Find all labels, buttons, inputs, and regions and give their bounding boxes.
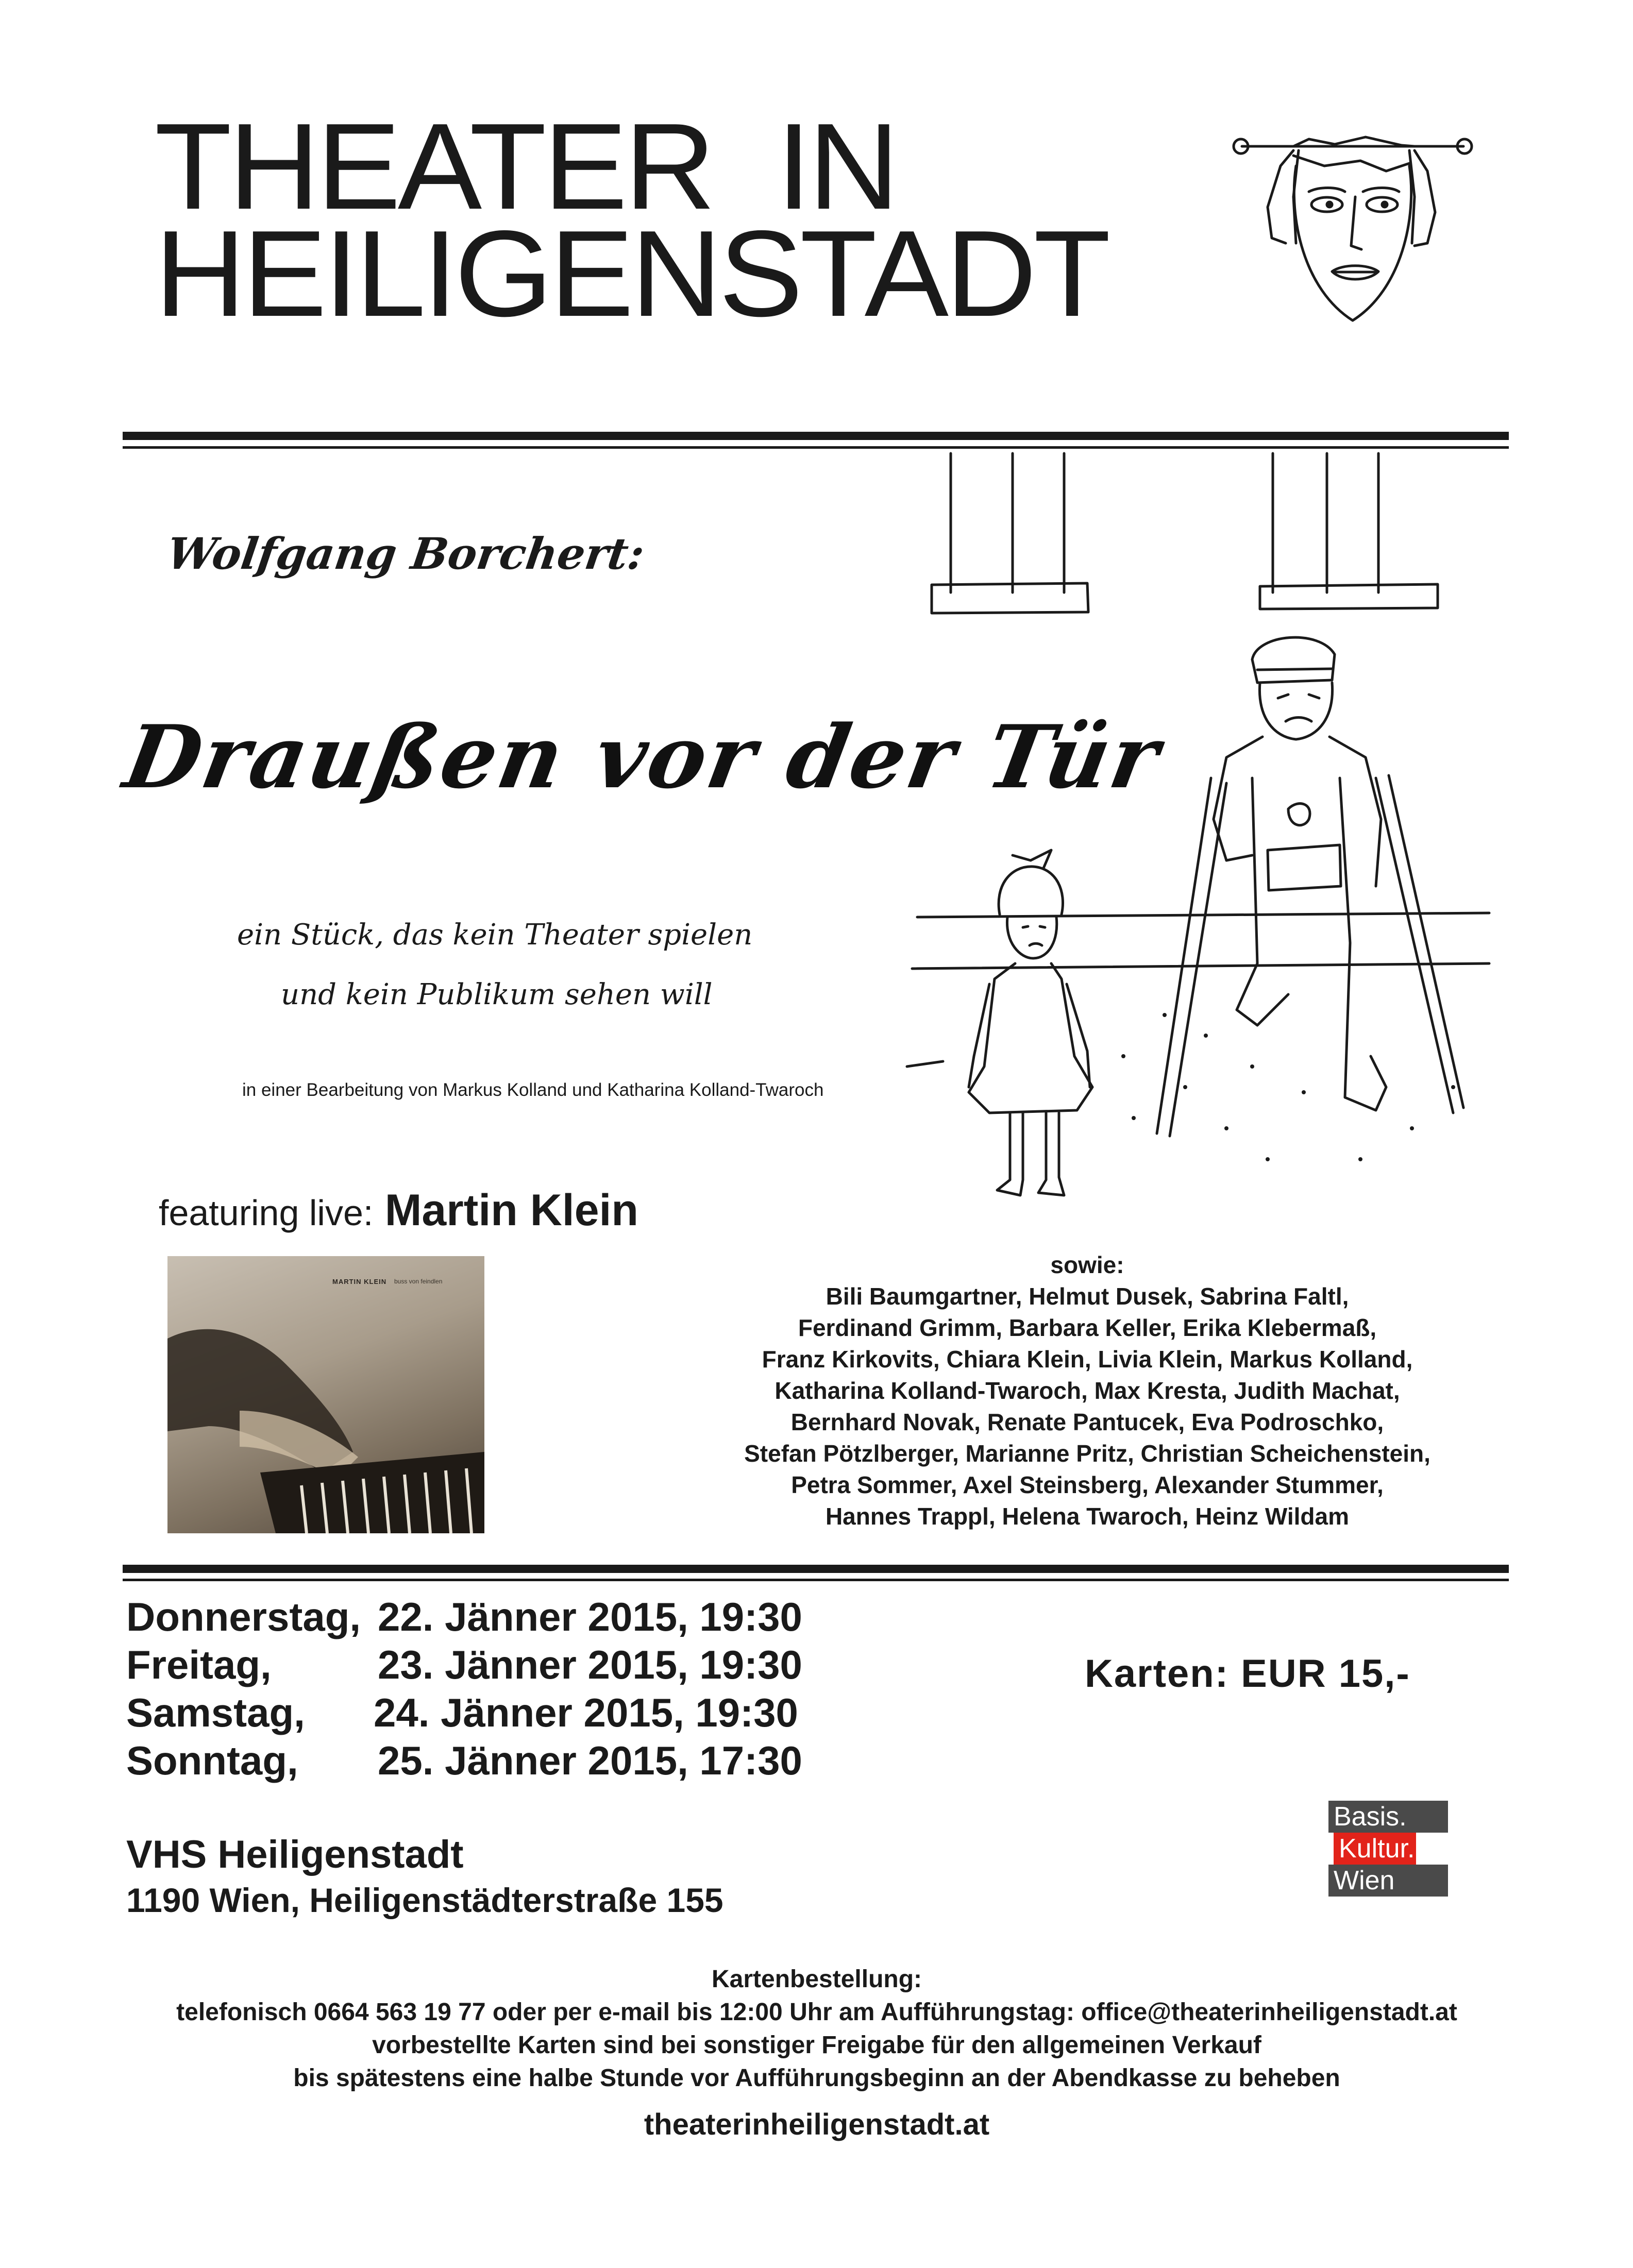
booking-info bbox=[82, 1963, 1551, 2095]
venue-name: VHS Heiligenstadt bbox=[126, 1833, 464, 1876]
divider-bottom-thick bbox=[123, 1565, 1509, 1573]
cast-line: Hannes Trappl, Helena Twaroch, Heinz Wildam bbox=[825, 1503, 1350, 1530]
theater-title-line2: HEILIGENSTADT bbox=[155, 206, 1108, 342]
author: Wolfgang Borchert: bbox=[164, 528, 648, 579]
album-cover-photo bbox=[167, 1256, 484, 1533]
booking-heading: Kartenbestellung: bbox=[711, 1966, 922, 1993]
pianist-photo-icon bbox=[167, 1256, 484, 1533]
cast-line: Katharina Kolland-Twaroch, Max Kresta, Judith Machat, bbox=[775, 1377, 1400, 1404]
theater-mask-icon bbox=[1232, 135, 1474, 341]
basis-kultur-wien-logo bbox=[1328, 1801, 1448, 1897]
featuring-label: featuring live: bbox=[159, 1193, 374, 1233]
ticket-price: Karten: EUR 15,- bbox=[1085, 1652, 1410, 1696]
illustration-soldier-and-girl bbox=[897, 448, 1505, 1226]
featuring-artist-name: Martin Klein bbox=[384, 1186, 638, 1235]
featuring-line bbox=[159, 1185, 638, 1236]
performance-date: 24. Jänner 2015, 19:30 bbox=[374, 1690, 798, 1735]
logo-line-kultur: Kultur. bbox=[1334, 1833, 1416, 1865]
cast-line: Bili Baumgartner, Helmut Dusek, Sabrina Faltl, bbox=[826, 1283, 1349, 1310]
performance-day: Freitag, bbox=[126, 1642, 272, 1687]
performance-day: Donnerstag, bbox=[126, 1594, 361, 1639]
performance-day: Samstag, bbox=[126, 1690, 305, 1735]
booking-line: vorbestellte Karten sind bei sonstiger Freigabe für den allgemeinen Verkauf bbox=[372, 2032, 1261, 2059]
website-link[interactable]: theaterinheiligenstadt.at bbox=[644, 2108, 990, 2141]
logo-line-basis: Basis. bbox=[1328, 1801, 1448, 1833]
cast-line: Stefan Pötzlberger, Marianne Pritz, Christian Scheichenstein, bbox=[744, 1440, 1430, 1467]
subtitle-line1: ein Stück, das kein Theater spielen bbox=[237, 918, 753, 952]
cast-line: Franz Kirkovits, Chiara Klein, Livia Klein, Markus Kolland, bbox=[762, 1346, 1413, 1373]
subtitle-line2: und kein Publikum sehen will bbox=[281, 978, 713, 1011]
cast-list bbox=[711, 1249, 1463, 1532]
cast-heading: sowie: bbox=[1050, 1251, 1124, 1278]
booking-line: telefonisch 0664 563 19 77 oder per e-mail bis 12:00 Uhr am Aufführungstag: office@theaterinheiligenstadt.at bbox=[176, 1999, 1457, 2026]
album-title-label: buss von feindlen bbox=[394, 1278, 443, 1285]
theater-title-line1: THEATER IN bbox=[155, 98, 897, 235]
theater-title bbox=[155, 98, 1108, 342]
venue-address: 1190 Wien, Heiligenstädterstraße 155 bbox=[126, 1881, 723, 1919]
performance-date: 23. Jänner 2015, 19:30 bbox=[378, 1642, 802, 1687]
logo-line-wien: Wien bbox=[1328, 1865, 1448, 1897]
cast-line: Ferdinand Grimm, Barbara Keller, Erika Klebermaß, bbox=[798, 1314, 1377, 1341]
booking-line: bis spätestens eine halbe Stunde vor Aufführungsbeginn an der Abendkasse zu beheben bbox=[293, 2064, 1340, 2092]
performance-day: Sonntag, bbox=[126, 1738, 298, 1783]
cast-line: Petra Sommer, Axel Steinsberg, Alexander Stummer, bbox=[791, 1471, 1384, 1498]
adaptation-credit: in einer Bearbeitung von Markus Kolland und Katharina Kolland-Twaroch bbox=[242, 1080, 824, 1100]
performance-date: 25. Jänner 2015, 17:30 bbox=[378, 1738, 802, 1783]
play-title: Draußen vor der Tür bbox=[117, 706, 1169, 808]
divider-bottom-thin bbox=[123, 1579, 1509, 1581]
divider-top-thick bbox=[123, 432, 1509, 440]
cast-line: Bernhard Novak, Renate Pantucek, Eva Podroschko, bbox=[790, 1409, 1384, 1435]
performance-date: 22. Jänner 2015, 19:30 bbox=[378, 1594, 802, 1639]
album-artist-label: MARTIN KLEIN bbox=[332, 1278, 387, 1285]
